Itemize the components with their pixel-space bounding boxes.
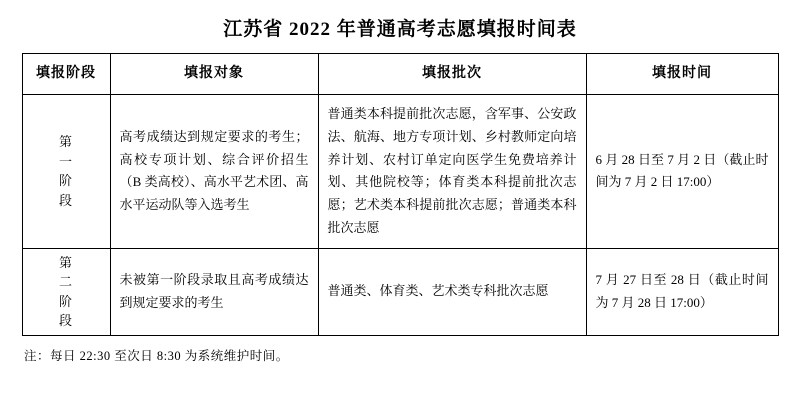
stage-char: 段 <box>58 313 73 328</box>
stage-char: 第 <box>58 254 73 270</box>
stage-char: 段 <box>58 192 73 208</box>
cell-object-second: 未被第一阶段录取且高考成绩达到规定要求的考生 <box>110 248 318 335</box>
page-title: 江苏省 2022 年普通高考志愿填报时间表 <box>223 19 577 40</box>
column-header-batch: 填报批次 <box>318 54 586 95</box>
cell-time-first: 6 月 28 日至 7 月 2 日（截止时间为 7 月 2 日 17:00） <box>586 95 778 249</box>
table-note: 注：每日 22:30 至次日 8:30 为系统维护时间。 <box>24 348 289 363</box>
cell-batch-second: 普通类、体育类、艺术类专科批次志愿 <box>318 248 586 335</box>
column-header-stage: 填报阶段 <box>22 54 110 95</box>
cell-object-first: 高考成绩达到规定要求的考生；高校专项计划、综合评价招生（B 类高校）、高水平艺术团、高水平运动队等入选考生 <box>110 95 318 249</box>
schedule-table <box>22 53 779 336</box>
stage-label-first <box>22 95 110 249</box>
table-row <box>22 248 778 335</box>
cell-batch-first: 普通类本科提前批次志愿，含军事、公安政法、航海、地方专项计划、乡村教师定向培养计划、农村订单定向医学生免费培养计划、其他院校等；体育类本科提前批次志愿；艺术类本科提前批次志愿；普通类本科批次志愿 <box>318 95 586 249</box>
cell-time-second: 7 月 27 日至 28 日（截止时间为 7 月 28 日 17:00） <box>586 248 778 335</box>
column-header-time: 填报时间 <box>586 54 778 95</box>
stage-char: 第 <box>58 134 73 150</box>
stage-char: 阶 <box>58 293 73 309</box>
stage-char: 二 <box>58 274 73 289</box>
table-header-row <box>22 54 778 95</box>
stage-char: 一 <box>58 153 73 169</box>
stage-label-second <box>22 248 110 335</box>
table-row <box>22 95 778 249</box>
stage-char: 阶 <box>58 173 73 189</box>
column-header-object: 填报对象 <box>110 54 318 95</box>
